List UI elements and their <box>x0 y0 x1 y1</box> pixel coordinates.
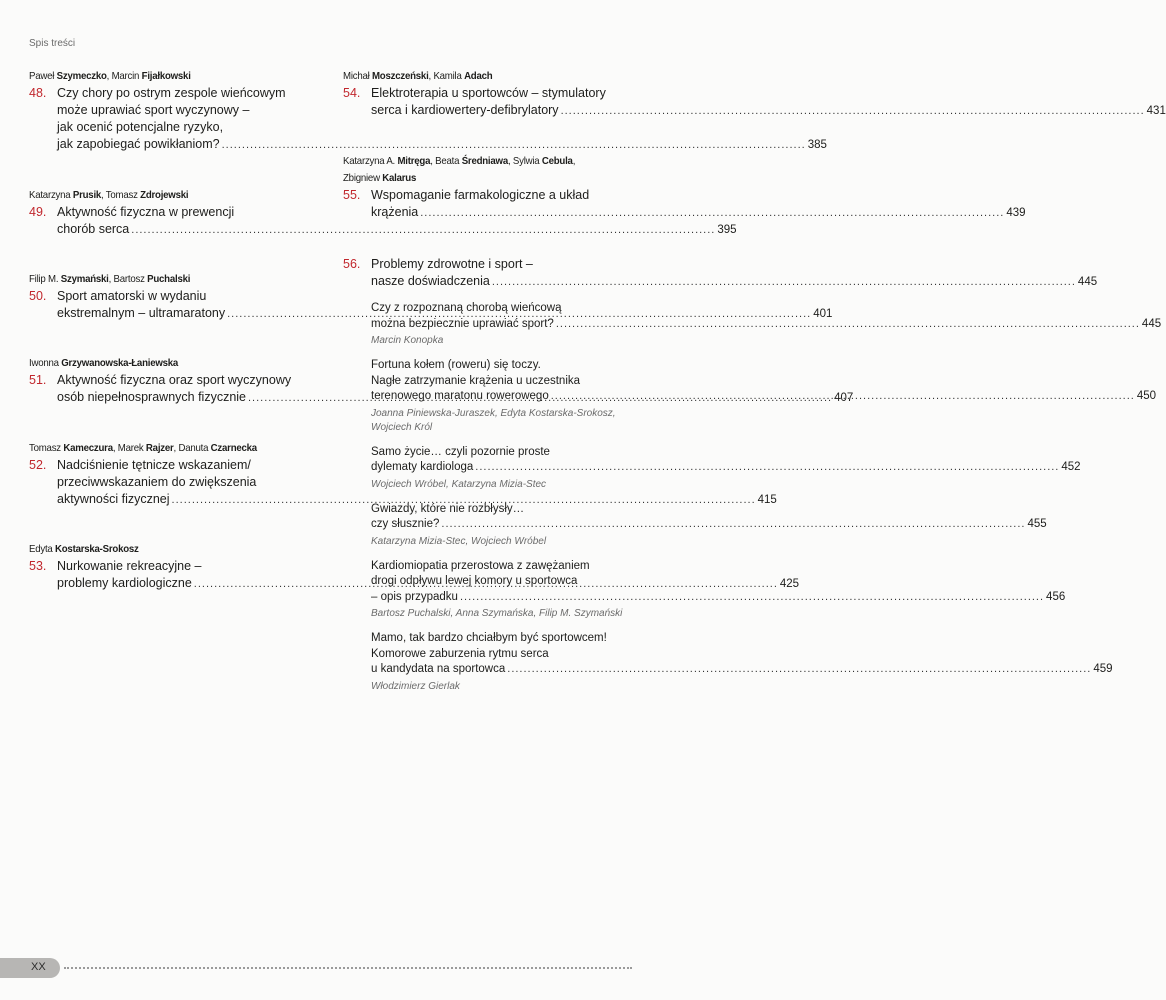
chapter-authors: Iwonna Grzywanowska-Łaniewska <box>29 357 179 369</box>
subsection-title: Czy z rozpoznaną chorobą wieńcową można bezpiecznie uprawiać sport? ..... 445 <box>371 301 635 332</box>
chapter-number: 51. <box>29 373 47 387</box>
page-number: 450 <box>1136 390 1156 402</box>
subsection[interactable] <box>371 445 1081 492</box>
chapter-title-link[interactable] <box>29 288 833 323</box>
subsection-title: Fortuna kołem (roweru) się toczy. Nagłe zatrzymanie krążenia u uczestnika terenowego maratonu rowerowego ..... 450 <box>371 358 635 405</box>
subsection-authors: Katarzyna Mizia-Stec, Wojciech Wróbel <box>371 535 547 547</box>
chapter-number: 54. <box>343 86 361 100</box>
chapter-title-line: jak ocenić potencjalne ryzyko, <box>57 120 224 134</box>
page-number: 385 <box>807 139 827 151</box>
chapter-title-line: Aktywność fizyczna w prewencji <box>57 205 235 219</box>
chapter-authors: Katarzyna Prusik, Tomasz Zdrojewski <box>29 189 189 201</box>
chapter-title-line: może uprawiać sport wyczynowy – <box>57 103 250 117</box>
chapter-title-line: Wspomaganie farmakologiczne a układ <box>371 188 590 202</box>
chapter-authors: Filip M. Szymański, Bartosz Puchalski <box>29 273 191 285</box>
page-number-tab <box>0 958 60 978</box>
page-number: 456 <box>1046 590 1066 603</box>
chapter-title-line: Aktywność fizyczna oraz sport wyczynowy <box>57 373 292 387</box>
folio: XX <box>31 961 46 973</box>
chapter-title-line: Czy chory po ostrym zespole wieńcowym <box>57 86 286 100</box>
subsection[interactable] <box>371 631 1113 694</box>
page-number: 415 <box>757 494 777 506</box>
leader-dots <box>556 317 1140 333</box>
leader-dots <box>492 274 1076 291</box>
subsection-authors: Włodzimierz Gierlak <box>371 680 460 692</box>
toc-entry <box>343 68 1166 120</box>
page-number: 439 <box>1006 207 1026 219</box>
chapter-title-line: przeciwwskazaniem do zwiększenia <box>57 475 257 489</box>
leader-dots <box>507 662 1091 678</box>
chapter-title-line: ekstremalnym – ultramaratony <box>57 306 226 320</box>
page-footer <box>0 958 666 978</box>
page-number: 459 <box>1093 663 1113 675</box>
chapter-title-line: Sport amatorski w wydaniu <box>57 289 207 303</box>
chapter-title-link[interactable] <box>29 372 854 407</box>
subsection-title: Gwiazdy, które nie rozbłysły… czy słusznie? ..... 455 <box>371 502 635 533</box>
chapter-title-link[interactable] <box>343 256 1098 291</box>
leader-dots <box>551 389 1135 405</box>
page-number: 407 <box>834 392 854 404</box>
leader-dots <box>460 590 1044 606</box>
chapter-authors: Zbigniew Kalarus <box>343 172 417 184</box>
footer-dotted-rule <box>64 967 632 969</box>
leader-dots <box>441 517 1025 533</box>
subsection-title: Kardiomiopatia przerostowa z zawężaniem drogi odpływu lewej komory u sportowca – opis przypadku ..... 456 <box>371 559 635 606</box>
chapter-authors: Tomasz Kameczura, Marek Rajzer, Danuta Czarnecka <box>29 442 257 454</box>
chapter-number: 48. <box>29 86 47 100</box>
leader-dots <box>475 460 1059 476</box>
chapter-title-line: Problemy zdrowotne i sport – <box>371 257 533 271</box>
chapter-title-line: Nurkowanie rekreacyjne – <box>57 559 202 573</box>
subsection-title: Samo życie… czyli pozornie proste dylematy kardiologa ..... 452 <box>371 445 635 476</box>
page-number: 395 <box>717 224 737 236</box>
chapter-number: 53. <box>29 559 47 573</box>
page-number: 445 <box>1141 317 1162 330</box>
subsection[interactable] <box>371 502 1047 549</box>
chapter-title-line: jak zapobiegać powikłaniom? <box>57 137 220 151</box>
chapter-title-link[interactable] <box>29 558 800 593</box>
chapter-number: 50. <box>29 289 47 303</box>
page-number: 431 <box>1146 105 1166 117</box>
leader-dots <box>420 205 1004 222</box>
chapter-number: 56. <box>343 257 361 271</box>
page-number: 425 <box>779 578 800 590</box>
leader-dots <box>561 103 1145 120</box>
chapter-title-line: nasze doświadczenia <box>371 274 490 288</box>
chapter-authors: Paweł Szymeczko, Marcin Fijałkowski <box>29 70 191 82</box>
chapter-title-line: chorób serca <box>57 222 130 236</box>
chapter-title-line: aktywności fizycznej <box>57 492 170 506</box>
chapter-title-line: Elektroterapia u sportowców – stymulatory <box>371 86 606 100</box>
chapter-title-link[interactable] <box>343 85 1166 120</box>
chapter-title-line: serca i kardiowertery-defibrylatory <box>371 103 559 117</box>
chapter-title-line: osób niepełnosprawnych fizycznie <box>57 390 246 404</box>
chapter-title-link[interactable] <box>343 187 1026 222</box>
page-number: 452 <box>1061 461 1081 473</box>
chapter-number: 49. <box>29 205 47 219</box>
chapter-title-line: problemy kardiologiczne <box>57 576 192 590</box>
subsection-authors: Wojciech Wróbel, Katarzyna Mizia-Stec <box>371 478 547 490</box>
chapter-title-line: krążenia <box>371 205 419 219</box>
subsection-authors: Marcin Konopka <box>371 335 444 346</box>
subsection-title: Mamo, tak bardzo chciałbym być sportowcem! Komorowe zaburzenia rytmu serca u kandydata na sportowca ..... 459 <box>371 631 635 678</box>
chapter-number: 52. <box>29 458 47 472</box>
toc-entry <box>343 153 1026 222</box>
chapter-authors: Katarzyna A. Mitręga, Beata Średniawa, Sylwia Cebula, <box>343 155 576 167</box>
chapter-authors: Edyta Kostarska-Srokosz <box>29 543 139 555</box>
running-head: Spis treści <box>29 38 76 49</box>
page-number: 401 <box>813 308 833 320</box>
page-number: 445 <box>1077 276 1098 288</box>
chapter-title-line: Nadciśnienie tętnicze wskazaniem/ <box>57 458 251 472</box>
subsection-authors: Bartosz Puchalski, Anna Szymańska, Filip M. Szymański <box>371 608 623 619</box>
page-number: 455 <box>1027 518 1047 530</box>
chapter-authors: Michał Moszczeński, Kamila Adach <box>343 70 493 82</box>
chapter-number: 55. <box>343 188 361 202</box>
subsection-authors: Joanna Piniewska-Juraszek, Edyta Kostarska-Srokosz, Wojciech Król <box>371 407 616 433</box>
